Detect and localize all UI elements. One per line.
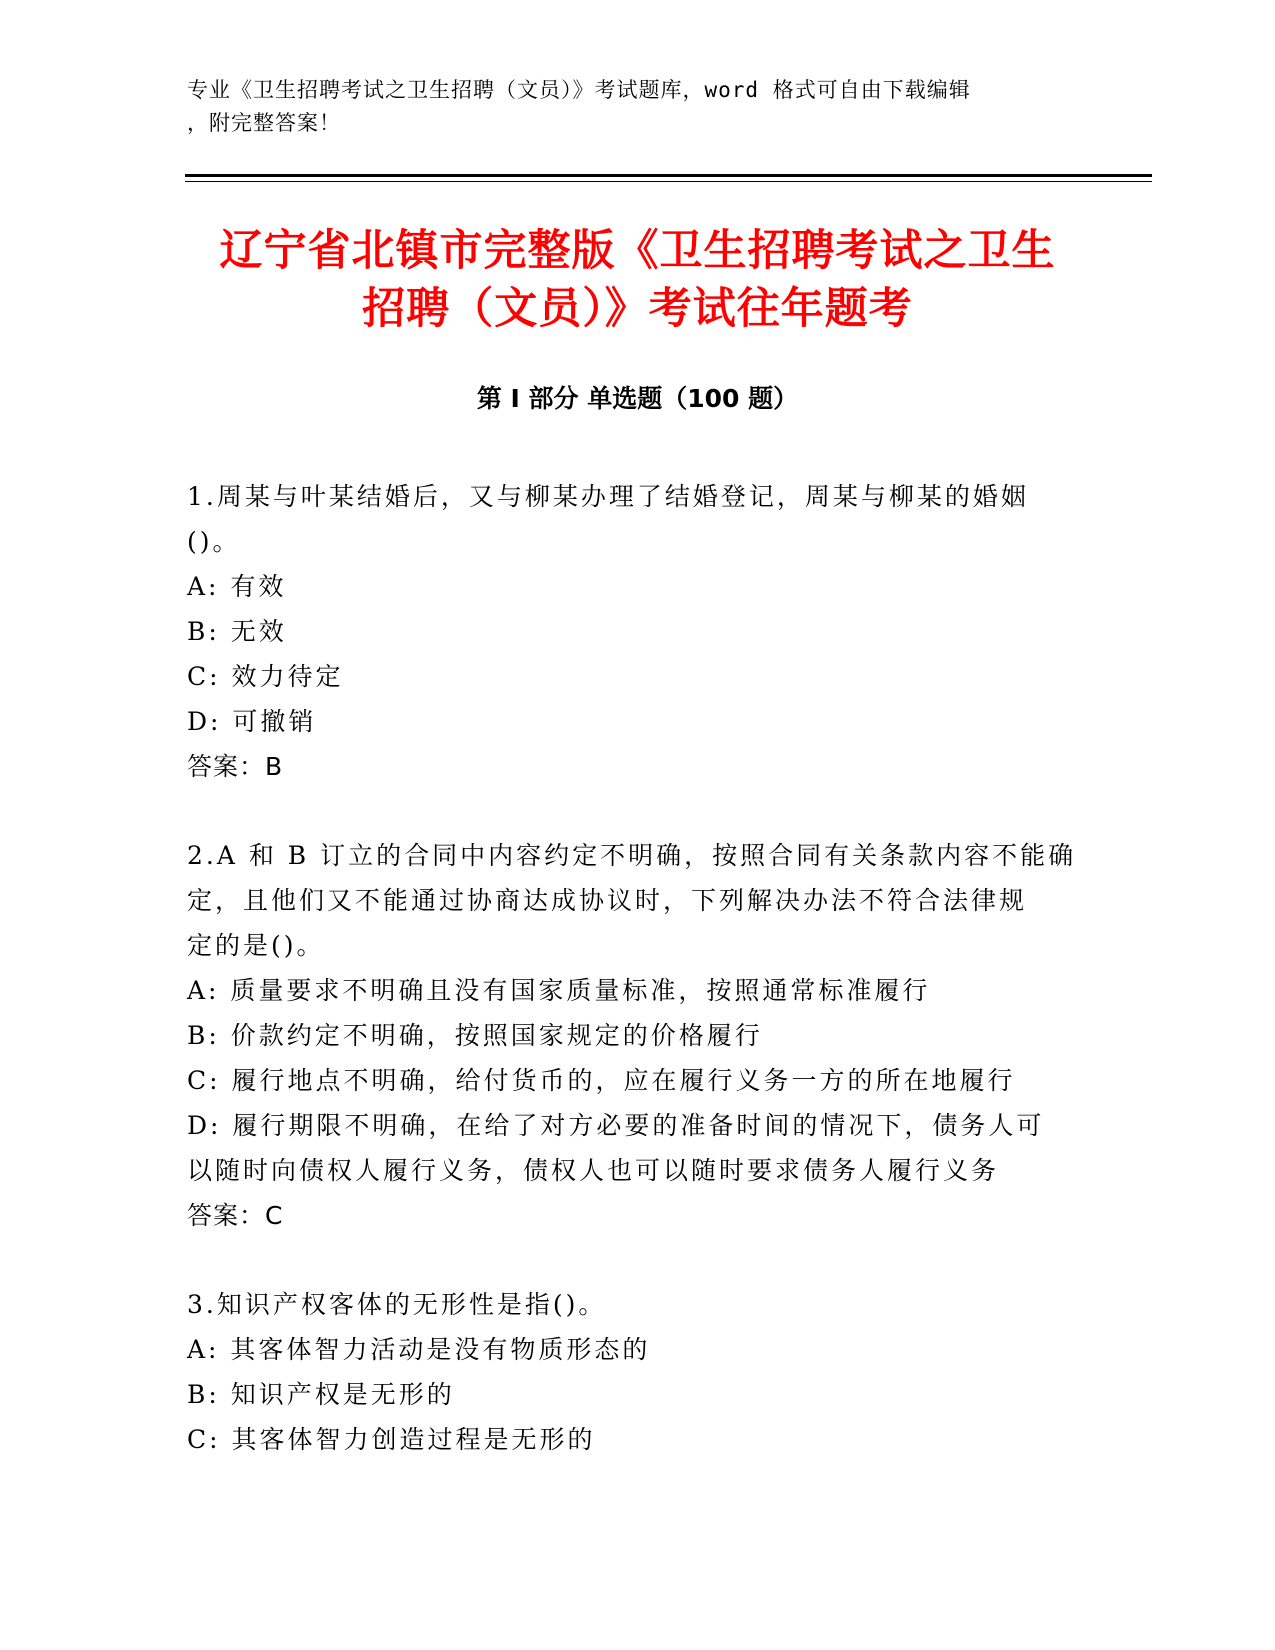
option-d: D: 履行期限不明确，在给了对方必要的准备时间的情况下，债务人可 [187, 1111, 1045, 1140]
option-d: D: 可撤销 [187, 707, 317, 736]
header-note-line: ，附完整答案！ [187, 111, 341, 135]
question-item [187, 833, 1117, 1238]
document-title-line: 招聘（文员）》考试往年题考 [362, 284, 913, 334]
option-b: B: 无效 [187, 617, 287, 646]
header-divider-thick [185, 174, 1152, 177]
header-note-line: 专业《卫生招聘考试之卫生招聘（文员）》考试题库，word 格式可自由下载编辑 [187, 78, 971, 102]
header-divider-thin [185, 181, 1152, 182]
option-c: C: 其客体智力创造过程是无形的 [187, 1425, 596, 1454]
option-b: B: 知识产权是无形的 [187, 1380, 455, 1409]
question-item [187, 474, 1117, 789]
option-c: C: 履行地点不明确，给付货币的，应在履行义务一方的所在地履行 [187, 1066, 1016, 1095]
question-stem: 2.A 和 B 订立的合同中内容约定不明确，按照合同有关条款内容不能确 [187, 841, 1077, 870]
document-title-line: 辽宁省北镇市完整版《卫生招聘考试之卫生 [219, 226, 1056, 276]
answer-label: 答案：C [187, 1201, 284, 1230]
question-stem: 3.知识产权客体的无形性是指()。 [187, 1290, 607, 1319]
option-b: B: 价款约定不明确，按照国家规定的价格履行 [187, 1021, 763, 1050]
option-a: A: 其客体智力活动是没有物质形态的 [187, 1335, 651, 1364]
option-c: C: 效力待定 [187, 662, 344, 691]
document-title [110, 222, 1165, 338]
option-d-continued: 以随时向债权人履行义务，债权人也可以随时要求债务人履行义务 [187, 1156, 1000, 1185]
question-stem: 定，且他们又不能通过协商达成协议时，下列解决办法不符合法律规 [187, 886, 1028, 915]
question-stem: 定的是()。 [187, 931, 325, 960]
option-a: A: 质量要求不明确且没有国家质量标准，按照通常标准履行 [187, 976, 931, 1005]
header-note [187, 74, 1087, 140]
option-a: A: 有效 [187, 572, 287, 601]
section-heading: 第 I 部分 单选题（100 题） [476, 384, 799, 413]
question-item [187, 1282, 1117, 1462]
question-stem: 1.周某与叶某结婚后，又与柳某办理了结婚登记，周某与柳某的婚姻 [187, 482, 1029, 511]
answer-label: 答案：B [187, 752, 284, 781]
question-list [187, 474, 1117, 1506]
question-stem: ()。 [187, 527, 241, 556]
